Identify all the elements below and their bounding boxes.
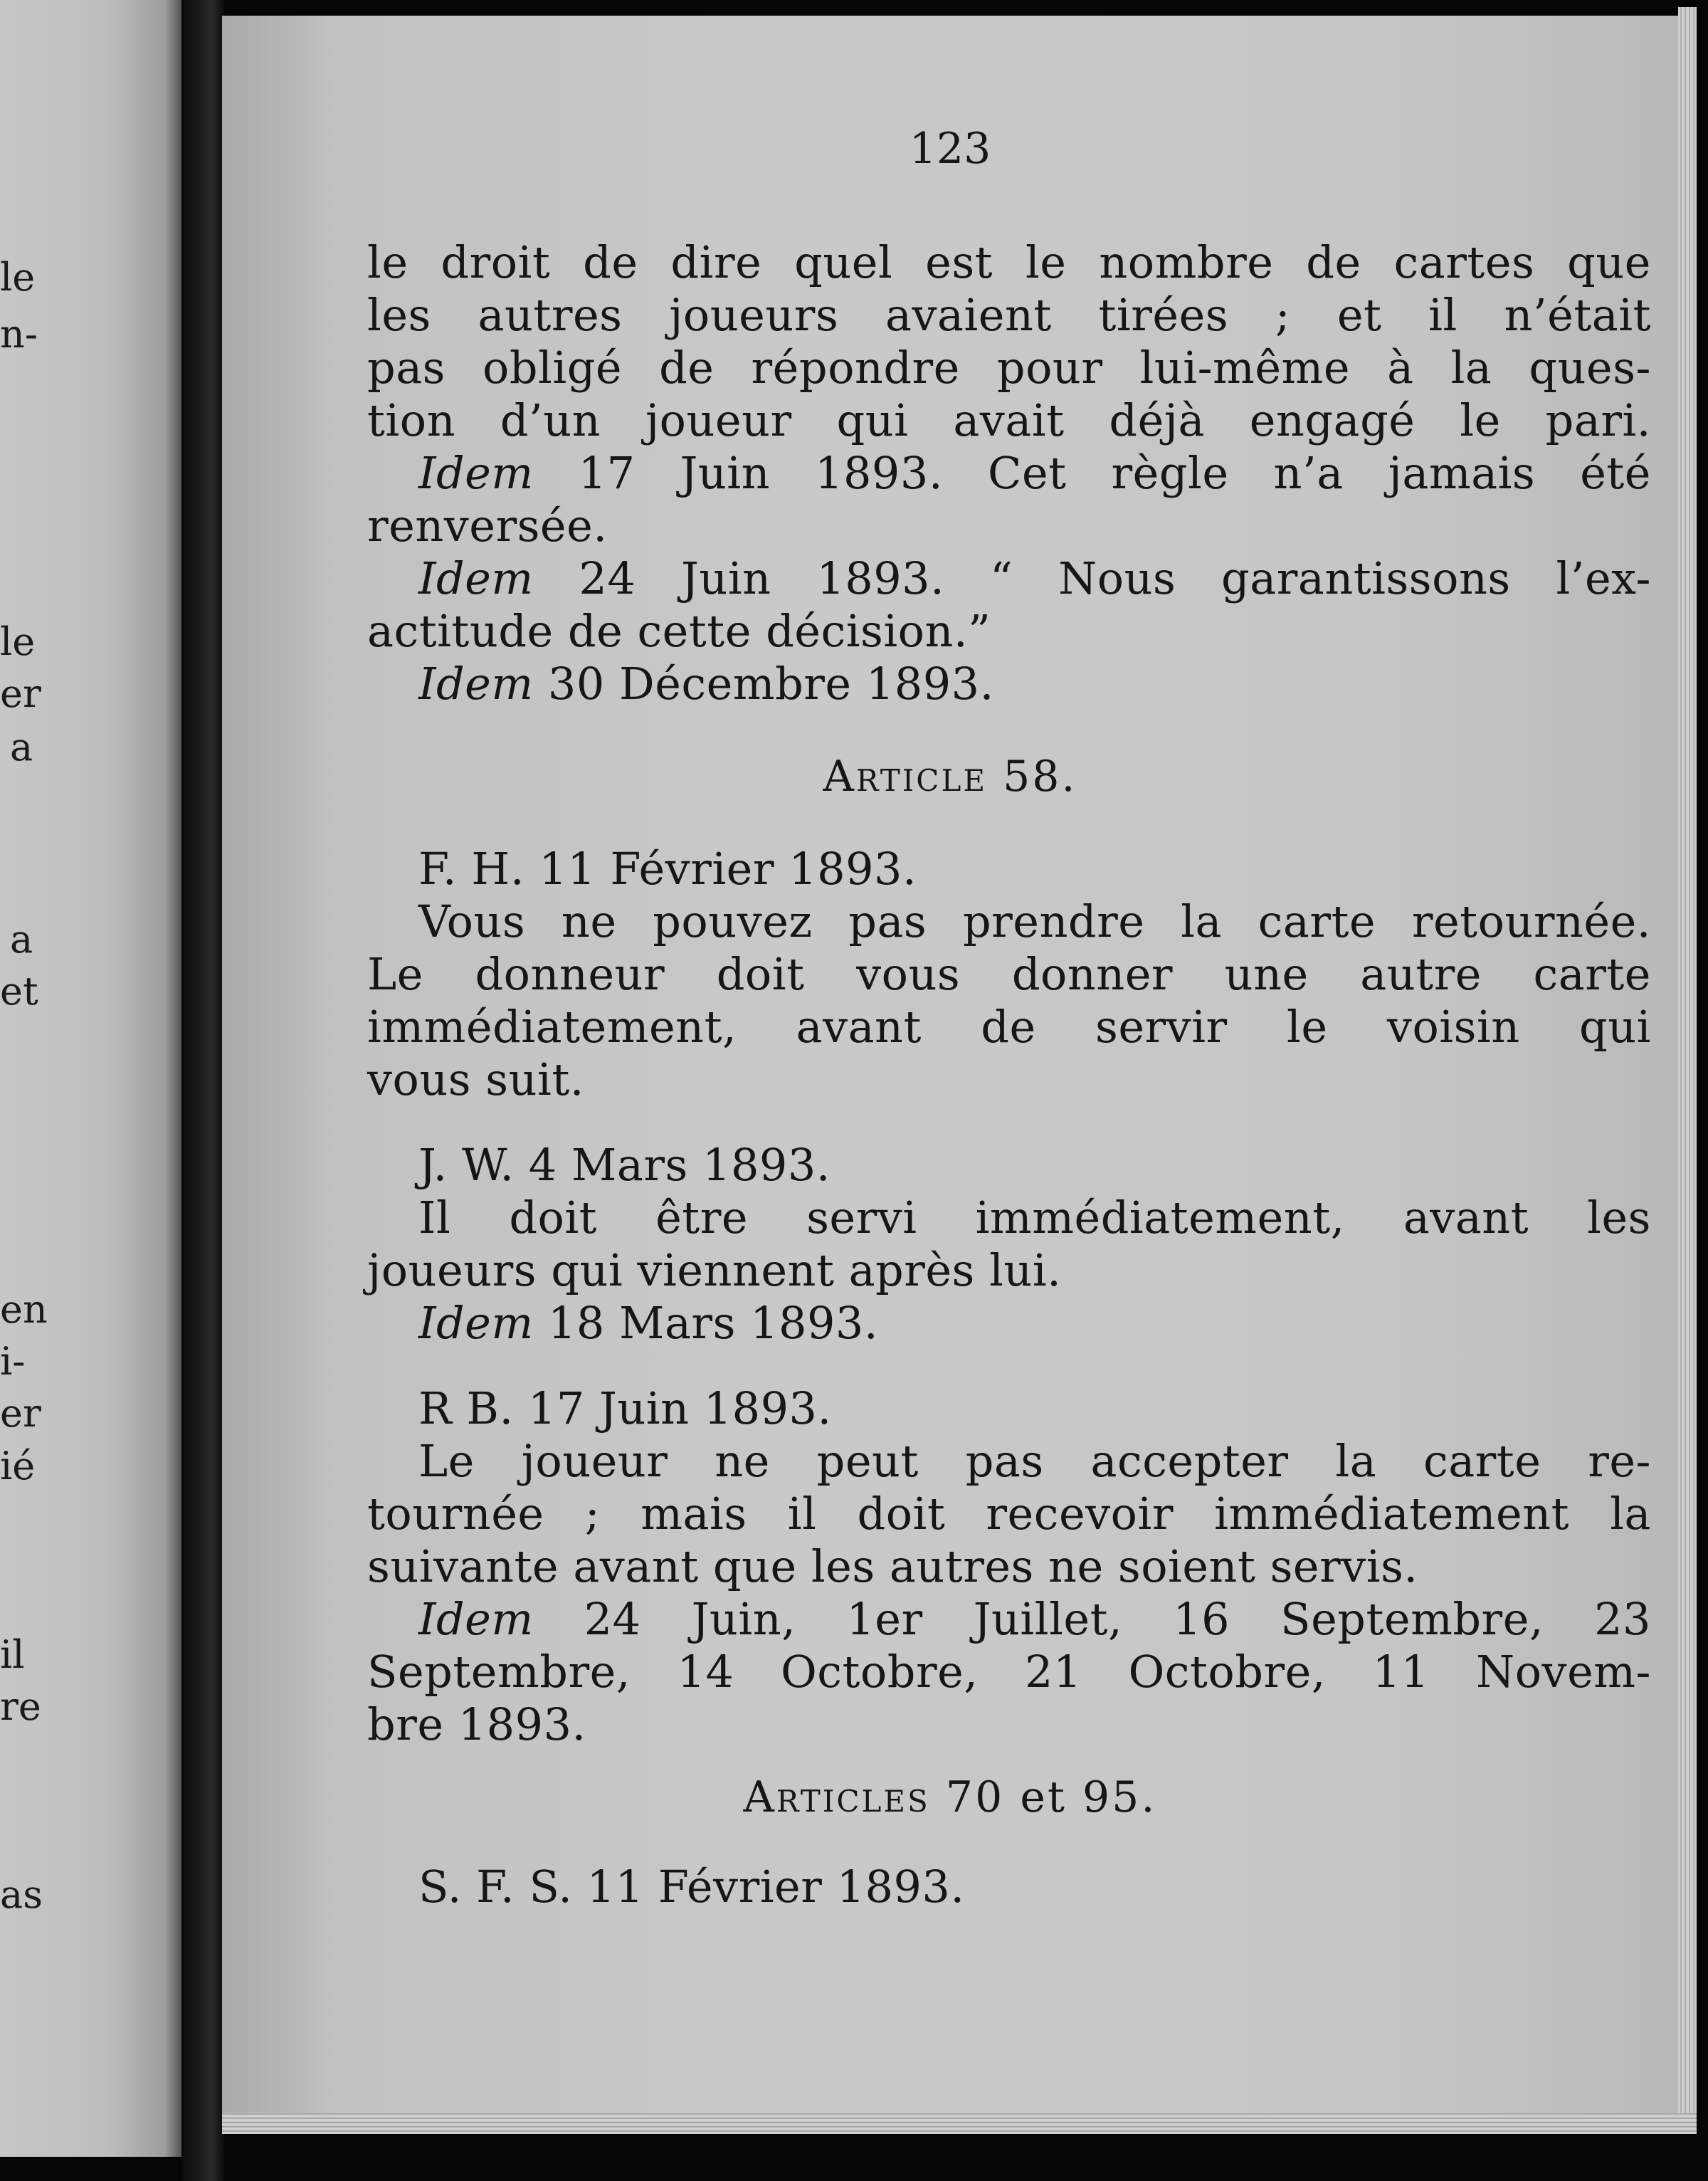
text-line-rest: 24 Juin 1893. “ Nous garantissons l’ex- (533, 552, 1651, 604)
text-line: Vous ne pouvez pas prendre la carte retournée. (418, 895, 1651, 947)
left-page-fragment: le (0, 619, 36, 664)
page-number: 123 (909, 124, 991, 174)
idem-label: Idem (418, 1593, 534, 1645)
text-line: joueurs qui viennent après lui. (367, 1244, 1062, 1296)
page-bottom-edge (222, 2113, 1697, 2134)
text-line: bre 1893. (367, 1698, 586, 1750)
left-page-fragment: as (0, 1872, 43, 1917)
left-page-fragment: le (0, 255, 36, 300)
left-page-fragment: i- (0, 1339, 26, 1384)
left-page-fragment: a (10, 725, 33, 769)
left-page-fragment: er (0, 1391, 41, 1436)
idem-label: Idem (418, 658, 534, 710)
text-line (418, 447, 1651, 500)
section-heading-word: Articles (743, 1772, 930, 1822)
text-line: R B. 17 Juin 1893. (418, 1382, 832, 1434)
text-line: tournée ; mais il doit recevoir immédiatement la (367, 1488, 1651, 1540)
text-line: Il doit être servi immédiatement, avant les (418, 1192, 1651, 1244)
text-line: les autres joueurs avaient tirées ; et il n’était (367, 289, 1651, 341)
idem-label: Idem (418, 1297, 534, 1349)
text-line: tion d’un joueur qui avait déjà engagé le pari. (367, 394, 1651, 446)
text-line: S. F. S. 11 Février 1893. (418, 1861, 965, 1913)
text-line (418, 1593, 1651, 1646)
text-line: immédiatement, avant de servir le voisin qui (367, 1001, 1651, 1053)
book-page (222, 16, 1678, 2113)
text-line-rest: 30 Décembre 1893. (533, 658, 994, 710)
idem-label: Idem (418, 447, 534, 499)
text-line-rest: 18 Mars 1893. (533, 1297, 879, 1349)
left-page-fragment: n- (0, 312, 38, 357)
left-page-fragment: ié (0, 1444, 36, 1488)
left-page-fragment: et (0, 969, 38, 1014)
book-gutter (181, 0, 224, 2181)
idem-label: Idem (418, 552, 534, 604)
text-line: renversée. (367, 500, 608, 552)
section-heading-number: 70 et 95. (929, 1772, 1157, 1822)
text-line: Septembre, 14 Octobre, 21 Octobre, 11 Novem- (367, 1646, 1651, 1698)
text-line: Le donneur doit vous donner une autre carte (367, 948, 1651, 1000)
text-line: J. W. 4 Mars 1893. (418, 1139, 831, 1191)
left-page-fragment: il (0, 1632, 25, 1677)
section-heading (222, 750, 1678, 803)
text-line: vous suit. (367, 1053, 585, 1105)
text-line: F. H. 11 Février 1893. (418, 843, 917, 895)
left-page-fragment: er (0, 671, 41, 716)
text-line: pas obligé de répondre pour lui-même à la ques- (367, 342, 1651, 394)
text-line: suivante avant que les autres ne soient servis. (367, 1540, 1418, 1592)
text-line (418, 1297, 878, 1350)
text-line: Le joueur ne peut pas accepter la carte re- (418, 1435, 1651, 1487)
left-page-fragment: re (0, 1684, 41, 1729)
text-line: le droit de dire quel est le nombre de cartes que (367, 236, 1651, 288)
section-heading (222, 1771, 1678, 1824)
left-page-fragment: a (10, 917, 33, 962)
page-stack-edge (1678, 7, 1697, 2128)
text-line-rest: 17 Juin 1893. Cet règle n’a jamais été (533, 447, 1651, 499)
text-line (418, 658, 994, 710)
text-line (418, 552, 1651, 605)
previous-page-edge (0, 0, 184, 2157)
left-page-fragment: en (0, 1287, 48, 1332)
section-heading-number: 58. (987, 752, 1077, 802)
text-line-rest: 24 Juin, 1er Juillet, 16 Septembre, 23 (533, 1593, 1651, 1645)
text-line: actitude de cette décision.” (367, 605, 991, 657)
section-heading-word: Article (823, 752, 987, 802)
